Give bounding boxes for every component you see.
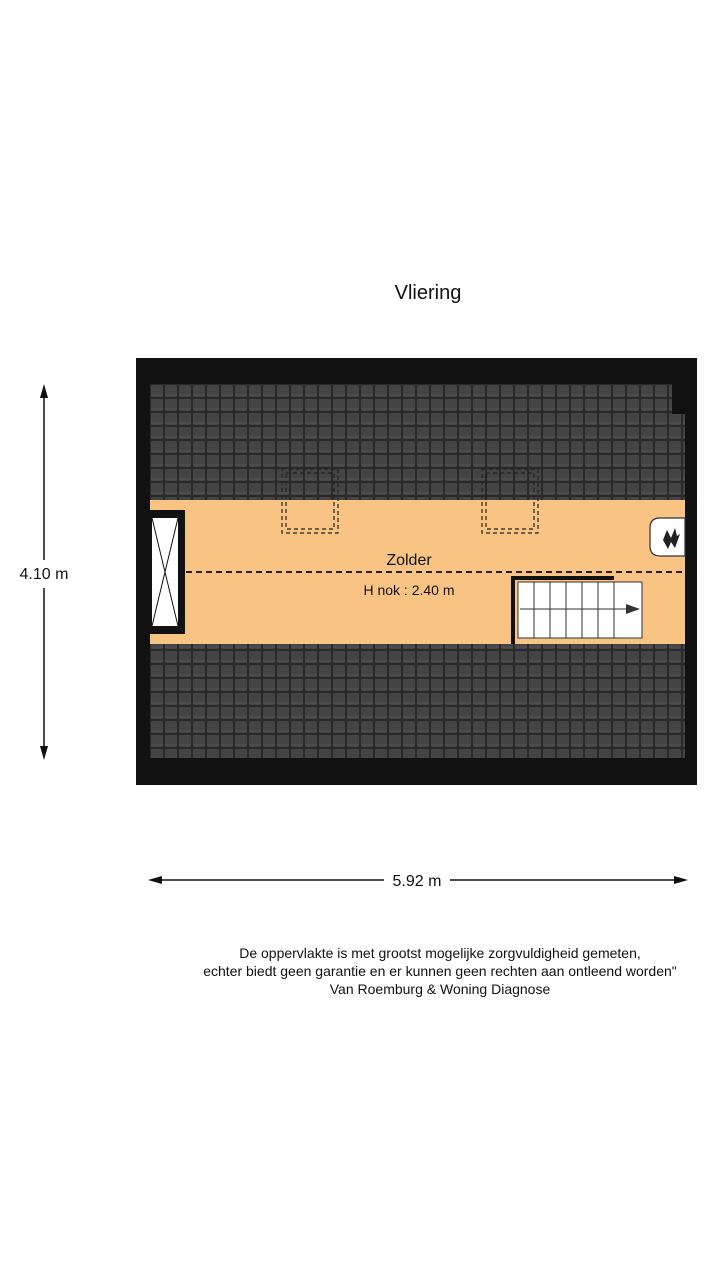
- height-dimension-label: 4.10 m: [19, 566, 69, 583]
- ridge-height-label: H nok : 2.40 m: [363, 582, 455, 598]
- window-left: [147, 510, 185, 634]
- staircase: [513, 578, 642, 644]
- width-dimension-label: 5.92 m: [392, 873, 442, 890]
- disclaimer-line-1: De oppervlakte is met grootst mogelijke zorgvuldigheid gemeten,: [239, 945, 641, 961]
- wall-stub: [672, 384, 685, 414]
- floor-title: Vliering: [394, 282, 462, 304]
- disclaimer: [140, 944, 720, 998]
- disclaimer-line-2: echter biedt geen garantie en er kunnen geen rechten aan ontleend worden": [203, 963, 677, 979]
- disclaimer-line-3: Van Roemburg & Woning Diagnose: [329, 981, 551, 997]
- roof-tiles-lower: [150, 642, 685, 758]
- boiler-icon: [650, 518, 685, 556]
- room-name: Zolder: [386, 552, 432, 569]
- roof-tiles-upper: [150, 384, 685, 502]
